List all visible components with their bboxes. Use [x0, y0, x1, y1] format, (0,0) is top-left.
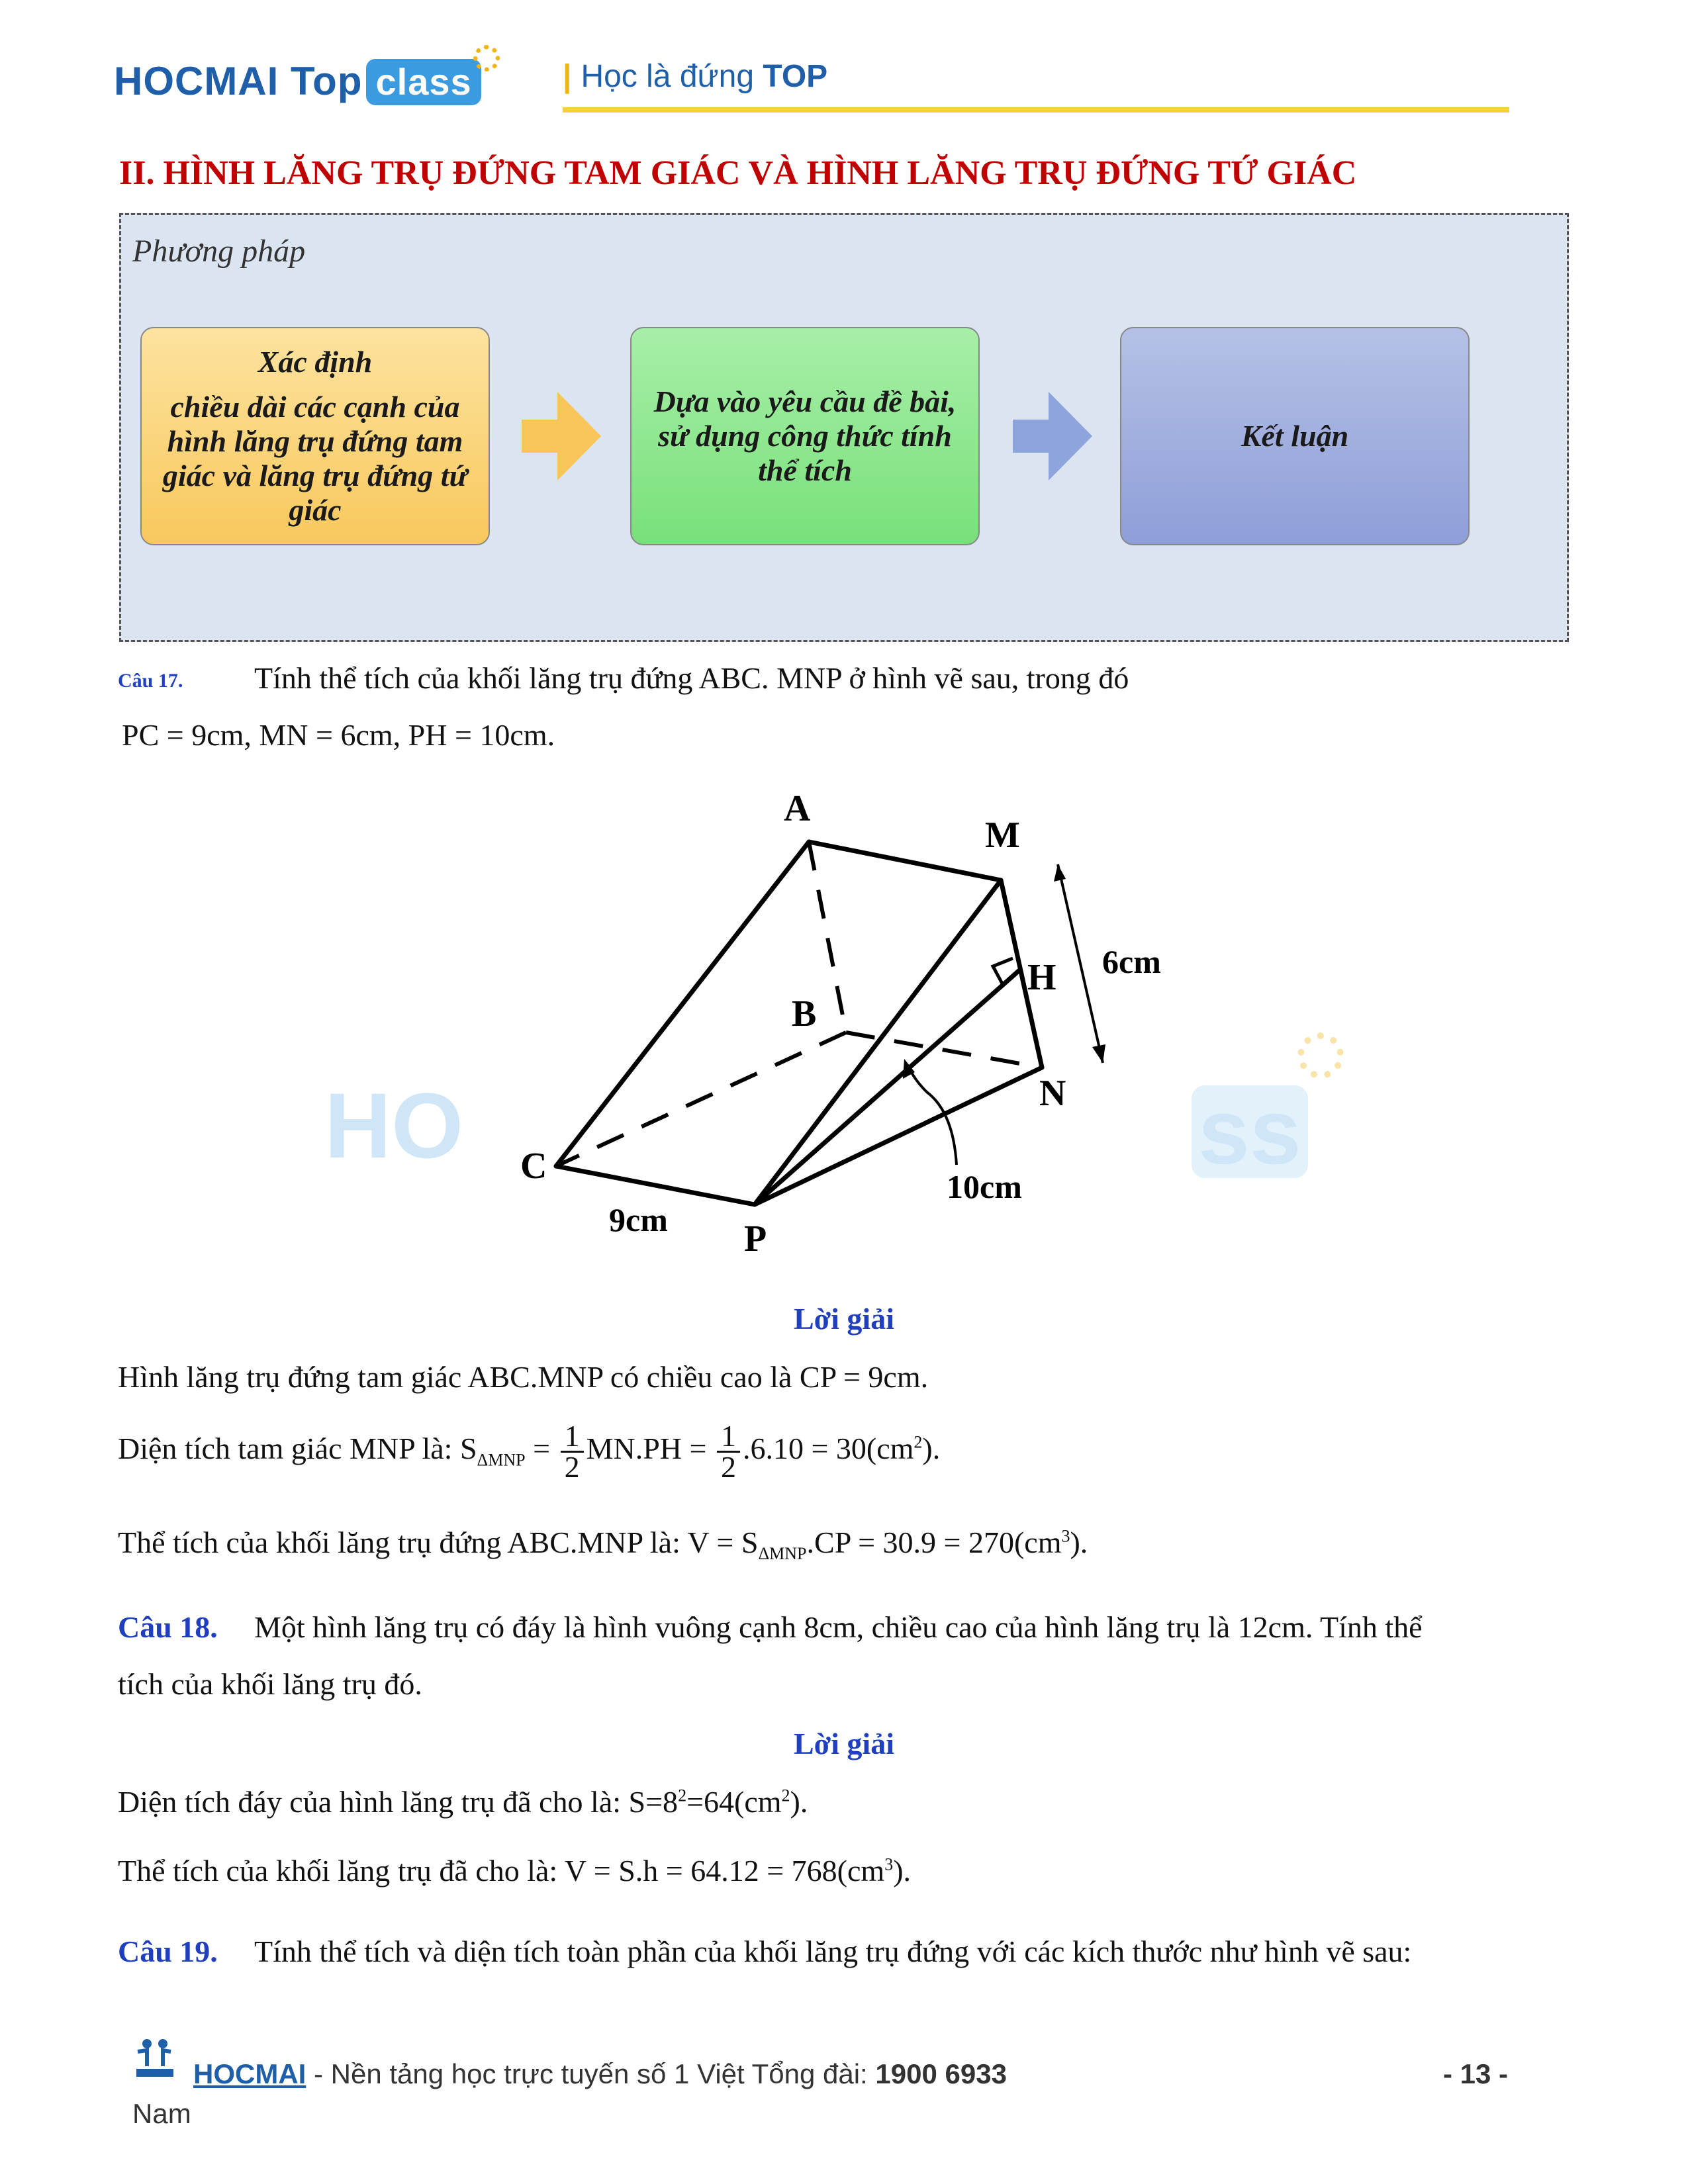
edge-AC [556, 842, 809, 1166]
question-17-given: PC = 9cm, MN = 6cm, PH = 10cm. [122, 718, 555, 752]
label-A: A [784, 788, 811, 829]
length-PH: 10cm [947, 1168, 1022, 1205]
tagline [563, 58, 827, 95]
label-N: N [1039, 1073, 1066, 1114]
watermark-text: HO [324, 1073, 463, 1177]
arrow-2-shaft [1013, 420, 1049, 453]
sol18-2-sup: 3 [884, 1854, 894, 1874]
hocmai-logo [114, 58, 481, 105]
question-18-label: Câu 18. [118, 1610, 218, 1644]
label-P: P [744, 1218, 767, 1259]
question-18-text-1: Một hình lăng trụ có đáy là hình vuông cạnh 8cm, chiều cao của hình lăng trụ là 12cm. Tính thể [254, 1610, 1423, 1644]
sol18-2-end: ). [893, 1854, 912, 1888]
solution-18-line-2 [118, 1853, 911, 1888]
edge-AM [809, 842, 1001, 880]
sol2-post: .6.10 = 30(cm [742, 1432, 914, 1466]
leader-PH [908, 1066, 957, 1165]
sol18-1-end: ). [790, 1785, 808, 1819]
fraction [561, 1419, 584, 1484]
edge-CP [556, 1166, 755, 1205]
label-C: C [520, 1146, 547, 1187]
arrow-right-icon [1049, 392, 1092, 480]
sol18-1-pre: Diện tích đáy của hình lăng trụ đã cho là: S=8 [118, 1785, 679, 1819]
length-CP: 9cm [609, 1201, 668, 1238]
tagline-text: Học là đứng [581, 59, 755, 94]
watermark-badge: ss [1192, 1085, 1308, 1178]
page-number: - 13 - [1443, 2058, 1509, 2089]
footer-line-2: Nam [132, 2098, 191, 2129]
label-H: H [1027, 957, 1056, 998]
sol18-1-mid: =64(cm [686, 1785, 782, 1819]
label-M: M [985, 815, 1020, 856]
sol2-eq1: = [525, 1432, 558, 1466]
logo-badge: class [366, 59, 481, 105]
solution-17-line-2 [118, 1419, 941, 1484]
watermark-sun-icon [1297, 1032, 1344, 1079]
solution-title-17: Lời giải [794, 1302, 894, 1336]
sol18-2-pre: Thể tích của khối lăng trụ đã cho là: V = S.h = 64.12 = 768(cm [118, 1854, 885, 1888]
step1-title: Xác định [258, 345, 373, 379]
fraction [717, 1419, 740, 1484]
hidden-edge-BC [556, 1032, 846, 1166]
method-step-3: Kết luận [1120, 327, 1470, 545]
question-17-text: Tính thể tích của khối lăng trụ đứng ABC. MNP ở hình vẽ sau, trong đó [254, 661, 1129, 695]
sol3-post: .CP = 30.9 = 270(cm [806, 1525, 1062, 1559]
length-MN: 6cm [1102, 943, 1161, 980]
prism-figure [503, 781, 1192, 1271]
arrowhead-top [1054, 864, 1066, 882]
sol18-1-sup: 2 [678, 1786, 687, 1805]
sol3-pre: Thể tích của khối lăng trụ đứng ABC.MNP là: V = S [118, 1525, 759, 1559]
solution-17-line-1: Hình lăng trụ đứng tam giác ABC.MNP có chiều cao là CP = 9cm. [118, 1360, 929, 1394]
sol2-pre: Diện tích tam giác MNP là: S [118, 1432, 477, 1466]
edge-MP [755, 880, 1001, 1205]
sol2-sup: 2 [914, 1432, 923, 1452]
sol18-1-sup2: 2 [781, 1786, 790, 1805]
section-title: II. HÌNH LĂNG TRỤ ĐỨNG TAM GIÁC VÀ HÌNH LĂNG TRỤ ĐỨNG TỨ GIÁC [119, 154, 1357, 192]
header-divider [563, 107, 1509, 113]
sol2-sub: ΔMNP [477, 1450, 526, 1470]
method-step-2: Dựa vào yêu cầu đề bài, sử dụng công thức tính thể tích [630, 327, 980, 545]
tagline-bold: TOP [763, 59, 828, 94]
tagline-bar: | [563, 59, 572, 94]
logo-text: HOCMAI Top [114, 59, 363, 103]
arrow-1-shaft [522, 420, 557, 453]
sol3-sup: 3 [1061, 1526, 1070, 1546]
hocmai-footer-logo-icon [131, 2037, 177, 2079]
dimension-arrow-MN [1058, 864, 1103, 1063]
fraction-num: 1 [717, 1422, 740, 1453]
sol2-mid: MN.PH = [586, 1432, 714, 1466]
sol3-sub: ΔMNP [758, 1544, 807, 1564]
logo-sun-icon [473, 45, 500, 71]
question-19-label: Câu 19. [118, 1934, 218, 1968]
label-B: B [792, 993, 817, 1034]
footer-phone: 1900 6933 [875, 2058, 1007, 2089]
sol2-end: ). [922, 1432, 941, 1466]
method-step-1 [140, 327, 490, 545]
footer-brand-link[interactable]: HOCMAI [193, 2058, 306, 2089]
solution-17-line-3 [118, 1525, 1088, 1564]
solution-title-18: Lời giải [794, 1727, 894, 1760]
step1-body: chiều dài các cạnh của hình lăng trụ đứng tam giác và lăng trụ đứng tứ giác [162, 390, 468, 527]
fraction-num: 1 [561, 1422, 584, 1453]
fraction-den: 2 [564, 1450, 580, 1484]
question-17-label: Câu 17. [118, 670, 183, 692]
question-19-text: Tính thể tích và diện tích toàn phần của khối lăng trụ đứng với các kích thước như hình vẽ sau: [254, 1934, 1412, 1968]
question-18-text-2: tích của khối lăng trụ đó. [118, 1667, 422, 1701]
solution-18-line-1 [118, 1784, 808, 1819]
footer-text [193, 2058, 1007, 2090]
footer-desc: - Nền tảng học trực tuyến số 1 Việt Tổng đài: [306, 2058, 876, 2089]
fraction-den: 2 [720, 1450, 736, 1484]
arrow-right-icon [557, 392, 601, 480]
sol3-end: ). [1070, 1525, 1088, 1559]
method-label: Phương pháp [132, 234, 306, 269]
